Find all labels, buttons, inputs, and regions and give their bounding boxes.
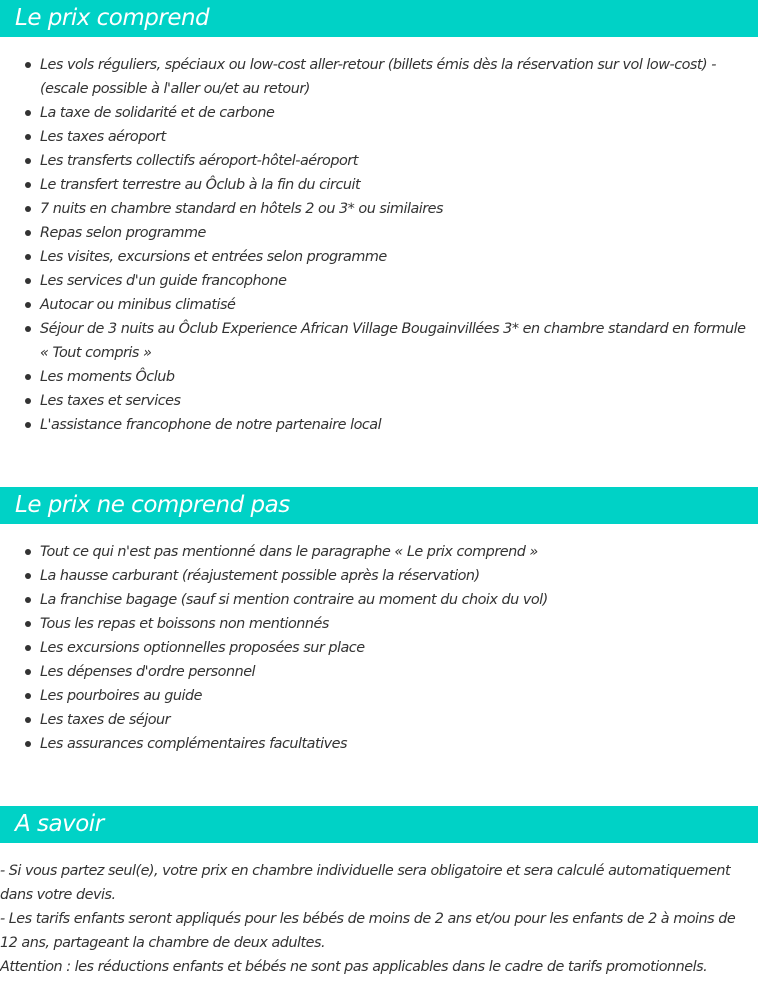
savoir-line: - Si vous partez seul(e), votre prix en chambre individuelle sera obligatoire et sera calculé automatiquement dans votre devis. bbox=[0, 863, 731, 903]
list-item: Les pourboires au guide bbox=[0, 684, 752, 708]
list-item: Repas selon programme bbox=[0, 221, 752, 245]
list-item: Le transfert terrestre au Ôclub à la fin du circuit bbox=[0, 173, 752, 197]
section-title-excluded: Le prix ne comprend pas bbox=[15, 492, 290, 518]
list-item: Les excursions optionnelles proposées sur place bbox=[0, 636, 752, 660]
list-item: Les transferts collectifs aéroport-hôtel-aéroport bbox=[0, 149, 752, 173]
section-title-savoir: A savoir bbox=[15, 811, 104, 837]
list-item: Les services d'un guide francophone bbox=[0, 269, 752, 293]
list-item: Tous les repas et boissons non mentionnés bbox=[0, 612, 752, 636]
list-item: La hausse carburant (réajustement possible après la réservation) bbox=[0, 564, 752, 588]
savoir-line: - Les tarifs enfants seront appliqués pour les bébés de moins de 2 ans et/ou pour les enfants de 2 à moins de 12 ans, partageant la chambre de deux adultes. bbox=[0, 911, 736, 951]
list-item: L'assistance francophone de notre partenaire local bbox=[0, 413, 752, 437]
savoir-line: Attention : les réductions enfants et bébés ne sont pas applicables dans le cadre de tarifs promotionnels. bbox=[0, 959, 708, 975]
savoir-text bbox=[0, 859, 752, 979]
list-item: Les assurances complémentaires facultatives bbox=[0, 732, 752, 756]
list-item: 7 nuits en chambre standard en hôtels 2 ou 3* ou similaires bbox=[0, 197, 752, 221]
section-header-savoir bbox=[0, 806, 758, 843]
list-item: Les visites, excursions et entrées selon programme bbox=[0, 245, 752, 269]
section-title-included: Le prix comprend bbox=[15, 5, 210, 31]
list-item: Les moments Ôclub bbox=[0, 365, 752, 389]
list-item: La taxe de solidarité et de carbone bbox=[0, 101, 752, 125]
list-item: Les taxes de séjour bbox=[0, 708, 752, 732]
list-item: Les dépenses d'ordre personnel bbox=[0, 660, 752, 684]
list-item: Tout ce qui n'est pas mentionné dans le paragraphe « Le prix comprend » bbox=[0, 540, 752, 564]
list-item: Les taxes et services bbox=[0, 389, 752, 413]
section-header-excluded bbox=[0, 487, 758, 524]
included-list bbox=[0, 53, 752, 437]
list-item: Autocar ou minibus climatisé bbox=[0, 293, 752, 317]
excluded-list bbox=[0, 540, 752, 756]
list-item: Séjour de 3 nuits au Ôclub Experience African Village Bougainvillées 3* en chambre standard en formule « Tout compris » bbox=[0, 317, 752, 365]
section-header-included bbox=[0, 0, 758, 37]
list-item: La franchise bagage (sauf si mention contraire au moment du choix du vol) bbox=[0, 588, 752, 612]
list-item: Les vols réguliers, spéciaux ou low-cost aller-retour (billets émis dès la réservation sur vol low-cost) - (escale possible à l'aller ou/et au retour) bbox=[0, 53, 752, 101]
list-item: Les taxes aéroport bbox=[0, 125, 752, 149]
